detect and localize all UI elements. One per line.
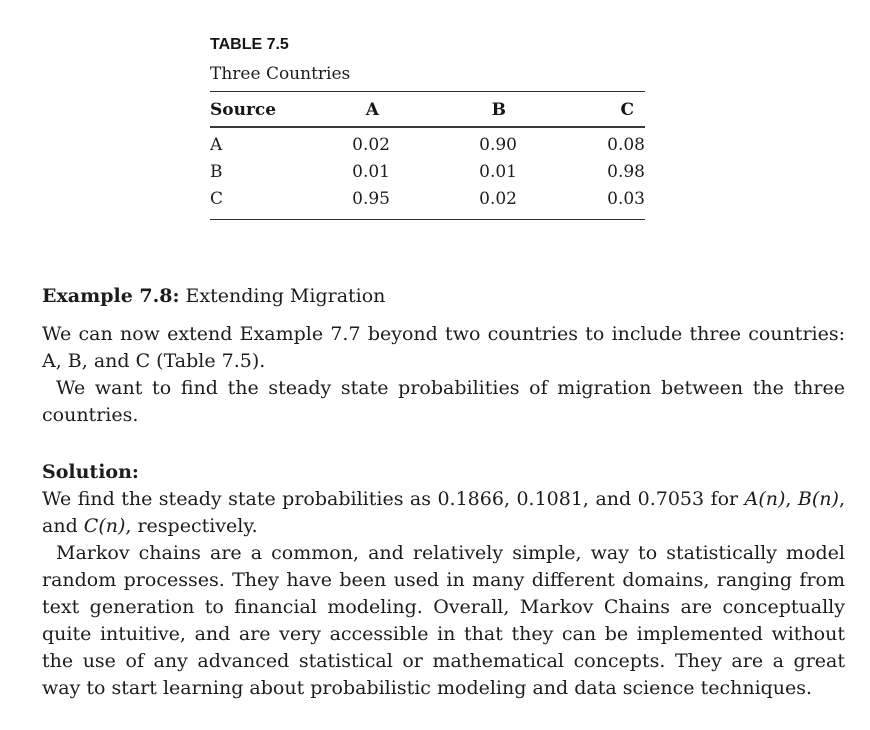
example-section — [42, 283, 845, 702]
example-paragraph-2: We want to find the steady state probabilities of migration between the three countries. — [42, 377, 845, 426]
column-header-a: A — [300, 92, 390, 128]
table-row — [210, 127, 645, 159]
table-cell: 0.01 — [479, 162, 517, 182]
table-cell: A — [210, 135, 223, 155]
table-cell: 0.98 — [607, 162, 645, 182]
column-header-c: C — [517, 92, 645, 128]
table-block — [210, 36, 645, 220]
table-cell: 0.03 — [607, 189, 645, 209]
table-cell: 0.95 — [352, 189, 390, 209]
text-segment: , and — [42, 488, 845, 537]
table-cell: 0.02 — [352, 135, 390, 155]
table-cell: 0.90 — [479, 135, 517, 155]
example-title: Extending Migration — [179, 285, 386, 307]
column-header-source: Source — [210, 92, 300, 128]
table-cell: C — [210, 189, 224, 209]
table-cell: 0.01 — [352, 162, 390, 182]
solution-discussion: Markov chains are a common, and relatively simple, way to statistically model random processes. They have been used in many different domains, ranging from text generation to financial modeling. Overall, Markov Chains are conceptually quite intuitive, and are very accessible in that they can be implemented without the use of any advanced statistical or mathematical concepts. They are a great way to start learning about probabilistic modeling and data science techniques. — [42, 542, 845, 699]
table-cell: B — [210, 162, 223, 182]
text-segment: B(n) — [797, 488, 839, 510]
table-caption: Three Countries — [210, 64, 351, 84]
example-heading — [42, 283, 845, 310]
table-label: TABLE 7.5 — [210, 36, 289, 53]
solution-heading: Solution: — [42, 461, 139, 483]
example-paragraph-1: We can now extend Example 7.7 beyond two countries to include three countries: A, B, and C (Table 7.5). — [42, 323, 845, 372]
migration-table — [210, 91, 645, 220]
table-header-row — [210, 92, 645, 128]
table-row — [210, 186, 645, 220]
example-label: Example 7.8: — [42, 285, 180, 307]
text-segment: A(n) — [744, 488, 786, 510]
text-segment: , respectively. — [125, 515, 258, 537]
column-header-b: B — [390, 92, 517, 128]
table-cell: 0.02 — [479, 189, 517, 209]
table-row — [210, 159, 645, 186]
text-segment: C(n) — [83, 515, 126, 537]
text-segment: , — [785, 488, 798, 510]
solution-result — [42, 486, 845, 540]
text-segment: We find the steady state probabilities as 0.1866, 0.1081, and 0.7053 for — [42, 488, 745, 510]
table-cell: 0.08 — [607, 135, 645, 155]
